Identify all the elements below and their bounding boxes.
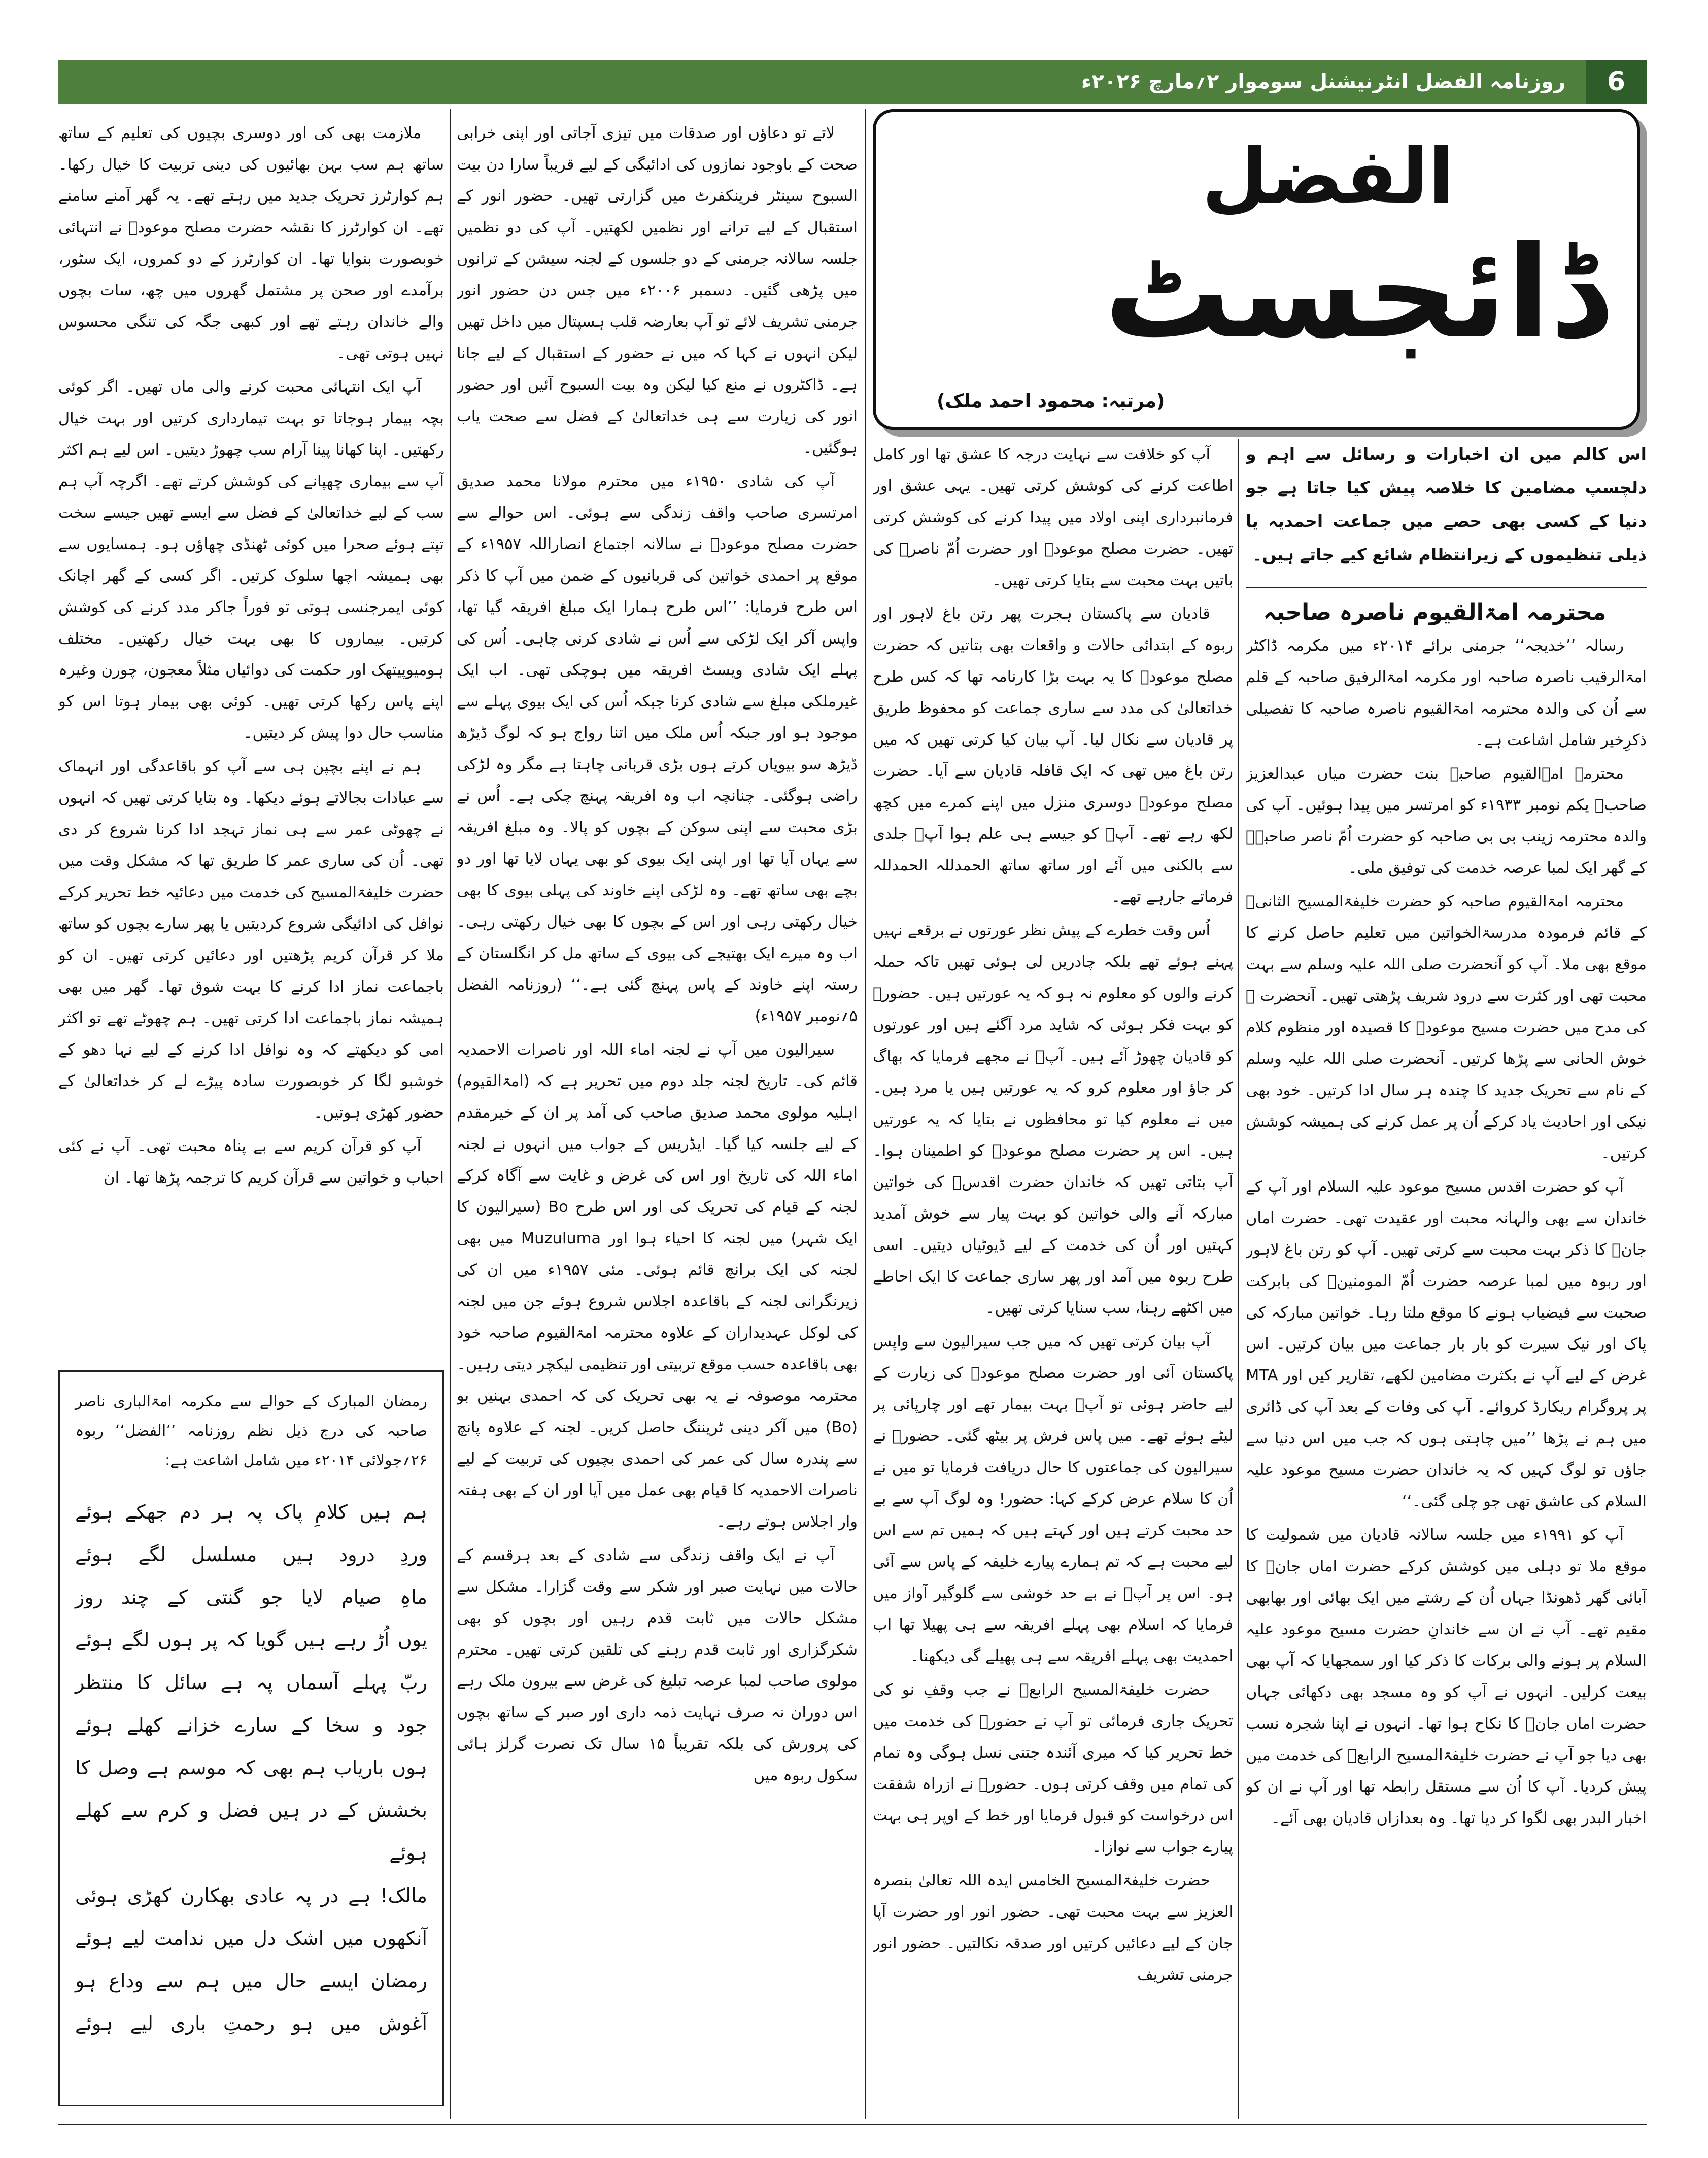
column-2	[873, 439, 1233, 2114]
masthead-top: الفضل	[1202, 132, 1454, 221]
header-title: روزنامہ الفضل انٹرنیشنل سوموار ۲؍مارچ ۲۰۲۶ء	[1081, 70, 1565, 93]
bottom-rule	[58, 2124, 1647, 2125]
poem-intro: رمضان المبارک کے حوالے سے مکرمہ امۃالباری ناصر صاحبہ کی درج ذیل نظم روزنامہ ’’الفضل‘‘ ربوہ ۲۶؍جولائی ۲۰۱۴ء میں شامل اشاعت ہے:	[75, 1393, 427, 1469]
poem-verse: آنکھوں میں اشک دل میں ندامت لیے ہوئے	[75, 1927, 427, 1949]
poem-verse: وردِ درود ہیں مسلسل لگے ہوئے	[75, 1543, 427, 1566]
paragraph: ہم نے اپنے بچپن ہی سے آپ کو باقاعدگی اور انہماک سے عبادات بجالاتے ہوئے دیکھا۔ وہ بتایا کرتی تھیں کہ انہوں نے چھوٹی عمر سے ہی نماز تہجد ادا کرنا شروع کر دی تھی۔ اُن کی ساری عمر کا طریق تھا کہ مشکل وقت میں حضرت خلیفۃالمسیح کی خدمت میں دعائیہ خط تحریر کرکے نوافل کی ادائیگی شروع کردیتیں یا پھر سارے بچوں کو ساتھ ملا کر قرآن کریم پڑھتیں اور دعائیں کرتی تھیں۔ ان کو باجماعت نماز ادا کرنے کا بہت شوق تھا۔ گھر میں بھی ہمیشہ نماز باجماعت ادا کرتی تھیں۔ ہم چھوٹے تھے تو اکثر امی کو دیکھتے کہ وہ نوافل ادا کرنے کے لیے نہا دھو کے خوشبو لگا کر خوبصورت سادہ پیڑے لے کر خداتعالیٰ کے حضور کھڑی ہوتیں۔	[58, 758, 444, 1122]
paragraph: آپ نے ایک واقف زندگی سے شادی کے بعد ہرقسم کے حالات میں نہایت صبر اور شکر سے وقت گزارا۔ مشکل سے مشکل حالات میں ثابت قدم رہیں اور بچوں کو بھی شکرگزاری اور ثابت قدم رہنے کی تلقین کرتی تھیں۔ محترم مولوی صاحب لمبا عرصہ تبلیغ کی غرض سے بیرون ملک رہے اس دوران نہ صرف نہایت ذمہ داری اور صبر کے ساتھ بچوں کی پرورش کی بلکہ تقریباً ۱۵ سال تک نصرت گرلز ہائی سکول ربوہ میں	[457, 1546, 858, 1784]
column-rule	[865, 109, 866, 2119]
column-rule	[450, 109, 451, 2119]
paragraph: آپ بیان کرتی تھیں کہ میں جب سیرالیون سے واپس پاکستان آئی اور حضرت مصلح موعودؓ کی زیارت کے لیے حاضر ہوئی تو آپؓ بہت بیمار تھے اور چارپائی پر لیٹے ہوئے تھے۔ میں پاس فرش پر بیٹھ گئی۔ حضورؓ نے سیرالیون کی جماعتوں کا حال دریافت فرمایا تو میں نے اُن کا سلام عرض کرکے کہا: حضور! وہ لوگ آپ سے بے حد محبت کرتے ہیں اور کہتے ہیں کہ ہمیں تم سے اس لیے محبت ہے کہ تم ہمارے پیارے خلیفہ کے پاس سے آئی ہو۔ اس پر آپؓ نے بے حد خوشی سے گلوگیر آواز میں فرمایا کہ اسلام بھی پہلے افریقہ سے ہی پھیلا تھا اب احمدیت بھی پہلے افریقہ سے ہی پھیلے گی دیکھنا۔	[873, 1333, 1233, 1665]
poem-box	[58, 1370, 444, 2106]
paragraph: آپ کو ۱۹۹۱ء میں جلسہ سالانہ قادیان میں شمولیت کا موقع ملا تو دہلی میں کوشش کرکے حضرت اماں جانؓ کا آبائی گھر ڈھونڈا جہاں اُن کے رشتے میں ایک بھائی اور بھابھی مقیم تھے۔ آپ نے ان سے خاندانِ حضرت مسیح موعود علیہ السلام پر ہونے والی برکات کا ذکر کیا اور سمجھایا کہ آپ بھی بیعت کرلیں۔ انہوں نے آپ کو وہ مسجد بھی دکھائی جہاں حضرت اماں جانؓ کا نکاح ہوا تھا۔ انہوں نے اپنا شجرہ نسب بھی دیا جو آپ نے حضرت خلیفۃالمسیح الرابعؒ کی خدمت میں پیش کردیا۔ آپ کا اُن سے مستقل رابطہ تھا اور آپ نے ان کو اخبار البدر بھی لگوا کر دیا تھا۔ وہ بعدازاں قادیان بھی آئے۔	[1246, 1526, 1647, 1827]
poem-verse: ہم ہیں کلامِ پاک پہ ہر دم جھکے ہوئے	[75, 1501, 427, 1523]
paragraph: محترمہ امۃالقیوم صاحبہ بنت حضرت میاں عبدالعزیز صاحبؓ یکم نومبر ۱۹۳۳ء کو امرتسر میں پیدا ہوئیں۔ آپ کی والدہ محترمہ زینب بی بی صاحبہ کو حضرت اُمّ ناصر صاحبہؓ کے گھر ایک لمبا عرصہ خدمت کی توفیق ملی۔	[1246, 765, 1647, 877]
poem-verse: آغوش میں ہو رحمتِ باری لیے ہوئے	[75, 2012, 427, 2035]
poem-verse: ہوں باریاب ہم بھی کہ موسم ہے وصل کا	[75, 1757, 427, 1779]
paragraph: آپ کو حضرت اقدس مسیح موعود علیہ السلام اور آپ کے خاندان سے بھی والہانہ محبت اور عقیدت تھی۔ حضرت اماں جانؓ کا ذکر بہت محبت سے کرتی تھیں۔ آپ کو رتن باغ لاہور اور ربوہ میں لمبا عرصہ حضرت اُمّ المومنینؓ کی بابرکت صحبت سے فیضیاب ہونے کا موقع ملتا رہا۔ خواتین مبارکہ کی پاک اور نیک سیرت کو بار بار جماعت میں بیان کرتیں۔ اس غرض کے لیے آپ نے بکثرت مضامین لکھے، تقاریر کیں اور MTA پر پروگرام ریکارڈ کروائے۔ آپ کی وفات کے بعد آپ کی ڈائری میں ہم نے پڑھا ’’میں چاہتی ہوں کہ جب میں اس دنیا سے جاؤں تو لوگ کہیں کہ یہ خاندان حضرت مسیح موعود علیہ السلام کی عاشق تھی جو چلی گئی۔‘‘	[1246, 1178, 1647, 1510]
paragraph: حضرت خلیفۃالمسیح الخامس ایدہ اللہ تعالیٰ بنصرہ العزیز سے بہت محبت تھی۔ حضور انور اور حضرت آپا جان کے لیے دعائیں کرتیں اور صدقہ نکالتیں۔ حضور انور جرمنی تشریف	[873, 1872, 1233, 1984]
column-3	[457, 118, 858, 2120]
page-number: 6	[1586, 60, 1647, 104]
article-title: محترمہ امۃالقیوم ناصرہ صاحبہ	[1263, 599, 1607, 625]
poem-verse: بخشش کے در ہیں فضل و کرم سے کھلے ہوئے	[75, 1799, 427, 1864]
paragraph: قادیان سے پاکستان ہجرت پھر رتن باغ لاہور اور ربوہ کے ابتدائی حالات و واقعات بھی بتاتیں کہ حضرت مصلح موعودؓ کا یہ بہت بڑا کارنامہ تھا کہ کس طرح خداتعالیٰ کی مدد سے ساری جماعت کو محفوظ طریق پر قادیان سے نکال لیا۔ آپ بیان کیا کرتی تھیں کہ میں رتن باغ میں تھی کہ ایک قافلہ قادیان سے آیا۔ حضرت مصلح موعودؓ دوسری منزل میں اپنے کمرے میں کچھ لکھ رہے تھے۔ آپؓ کو جیسے ہی علم ہوا آپؓ جلدی سے بالکنی میں آئے اور ساتھ ساتھ الحمدللہ الحمدللہ فرماتے جارہے تھے۔	[873, 605, 1233, 906]
paragraph: اُس وقت خطرے کے پیش نظر عورتوں نے برقعے نہیں پہنے ہوئے تھے بلکہ چادریں لی ہوئی تھیں تاکہ حملہ کرنے والوں کو معلوم نہ ہو کہ یہ عورتیں ہیں۔ حضورؓ کو بہت فکر ہوئی کہ شاید مرد آگئے ہیں اور عورتوں کو قادیان چھوڑ آئے ہیں۔ آپؓ نے مجھے فرمایا کہ بھاگ کر جاؤ اور معلوم کرو کہ یہ عورتیں ہیں یا مرد ہیں۔ میں نے معلوم کیا تو محافظوں نے بتایا کہ یہ عورتیں ہیں۔ اس پر حضرت مصلح موعودؓ کو اطمینان ہوا۔ آپ بتاتی تھیں کہ خاندان حضرت اقدسؑ کی خواتین مبارکہ آنے والی خواتین کو بہت پیار سے خوش آمدید کہتیں اور اُن کی خدمت کے لیے ڈیوٹیاں دیتیں۔ اسی طرح ربوہ میں آمد اور پھر ساری جماعت کا ایک احاطے میں اکٹھے رہنا، سب سنایا کرتی تھیں۔	[873, 922, 1233, 1317]
paragraph: حضرت خلیفۃالمسیح الرابعؒ نے جب وقفِ نو کی تحریک جاری فرمائی تو آپ نے حضورؒ کی خدمت میں خط تحریر کیا کہ میری آئندہ جتنی نسل ہوگی وہ تمام کی تمام میں وقف کرتی ہوں۔ حضورؒ نے ازراہ شفقت اس درخواست کو قبول فرمایا اور خط کے اوپر ہی بہت پیارے جواب سے نوازا۔	[873, 1681, 1233, 1856]
masthead-credit: (مرتبہ: محمود احمد ملک)	[937, 391, 1165, 412]
divider	[1246, 587, 1647, 588]
poem-verse: رمضان ایسے حال میں ہم سے وداع ہو	[75, 1970, 427, 1992]
paragraph: رسالہ ’’خدیجہ‘‘ جرمنی برائے ۲۰۱۴ء میں مکرمہ ڈاکٹر امۃالرقیب ناصرہ صاحبہ اور مکرمہ امۃالرفیق صاحبہ کے قلم سے اُن کی والدہ محترمہ امۃالقیوم ناصرہ صاحبہ کا تفصیلی ذکرِخیر شامل اشاعت ہے۔	[1246, 637, 1647, 749]
page-header	[58, 60, 1647, 104]
intro-text: اس کالم میں ان اخبارات و رسائل سے اہم و دلچسپ مضامین کا خلاصہ پیش کیا جاتا ہے جو دنیا کے کسی بھی حصے میں جماعت احمدیہ یا ذیلی تنظیموں کے زیرانتظام شائع کیے جاتے ہیں۔	[1246, 444, 1647, 564]
poem-verse: ماہِ صیام لایا جو گنتی کے چند روز	[75, 1586, 427, 1608]
paragraph: سیرالیون میں آپ نے لجنہ اماء اللہ اور ناصرات الاحمدیہ قائم کی۔ تاریخ لجنہ جلد دوم میں تحریر ہے کہ (امۃالقیوم) اہلیہ مولوی محمد صدیق صاحب کی آمد پر ان کے خیرمقدم کے لیے جلسہ کیا گیا۔ ایڈریس کے جواب میں انہوں نے لجنہ اماء اللہ کی تاریخ اور اس کی غرض و غایت سے آگاہ کرکے لجنہ کے قیام کی تحریک کی اور اس طرح Bo (سیرالیون کا ایک شہر) میں لجنہ کا احیاء ہوا اور Muzuluma میں بھی لجنہ کی ایک برانچ قائم ہوئی۔ مئی ۱۹۵۷ء میں ان کی زیرنگرانی لجنہ کے باقاعدہ اجلاس شروع ہوئے جن میں لجنہ کی لوکل عہدیداران کے علاوہ محترمہ امۃالقیوم صاحبہ خود بھی باقاعدہ حسب موقع تربیتی اور تنظیمی لیکچر دیتی رہیں۔ محترمہ موصوفہ نے یہ بھی تحریک کی کہ احمدی بہنیں بو (Bo) میں آکر دینی ٹریننگ حاصل کریں۔ لجنہ کے علاوہ پانچ سے پندرہ سال کی عمر کی احمدی بچیوں کی تربیت کے لیے ناصرات الاحمدیہ کا قیام بھی عمل میں آیا اور ان کے بھی ہفتہ وار اجلاس ہوتے رہے۔	[457, 1041, 858, 1531]
paragraph: آپ ایک انتہائی محبت کرنے والی ماں تھیں۔ اگر کوئی بچہ بیمار ہوجاتا تو بہت تیمارداری کرتیں اور بہت خیال رکھتیں۔ اپنا کھانا پینا آرام سب چھوڑ دیتیں۔ اس لیے ہم اکثر آپ سے بیماری چھپانے کی کوشش کرتے تھے۔ اگرچہ آپ ہم سب کے لیے خداتعالیٰ کے فضل سے ایسے تھیں جیسے سخت تپتے ہوئے صحرا میں کوئی ٹھنڈی چھاؤں ہو۔ ہمسایوں سے بھی ہمیشہ اچھا سلوک کرتیں۔ اگر کسی کے گھر اچانک کوئی ایمرجنسی ہوتی تو فوراً جاکر مدد کرنے کی کوشش کرتیں۔ بیماروں کا بھی بہت خیال رکھتیں۔ مختلف ہومیوپیتھک اور حکمت کی دوائیاں مثلاً معجون، چورن وغیرہ اپنے پاس رکھا کرتی تھیں۔ کوئی بھی بیمار ہوتا اس کو مناسب حال دوا پیش کر دیتیں۔	[58, 378, 444, 742]
paragraph: آپ کو قرآن کریم سے بے پناہ محبت تھی۔ آپ نے کئی احباب و خواتین سے قرآن کریم کا ترجمہ پڑھا تھا۔ ان	[58, 1137, 444, 1187]
poem-verse: ربّ پہلے آسماں پہ ہے سائل کا منتظر	[75, 1671, 427, 1694]
column-rule	[1238, 439, 1239, 2119]
poem-verse: مالک! ہے در پہ عادی بھکارن کھڑی ہوئی	[75, 1884, 427, 1907]
masthead-main: ڈائجسٹ	[1104, 219, 1607, 366]
paragraph: آپ کی شادی ۱۹۵۰ء میں محترم مولانا محمد صدیق امرتسری صاحب واقف زندگی سے ہوئی۔ اس حوالے سے حضرت مصلح موعودؓ نے سالانہ اجتماع انصاراللہ ۱۹۵۷ء کے موقع پر احمدی خواتین کی قربانیوں کے ضمن میں آپ کا ذکر اس طرح فرمایا: ’’اس طرح ہمارا ایک مبلغ افریقہ گیا تھا، واپس آکر ایک لڑکی سے اُس نے شادی کرنی چاہی۔ اُس کی پہلے ایک شادی ویسٹ افریقہ میں ہوچکی تھی۔ اب ایک غیرملکی مبلغ سے شادی کرنا جبکہ اُس کی ایک بیوی پہلے سے موجود ہو اور جبکہ اُس ملک میں اتنا رواج ہو کہ لوگ ڈیڑھ ڈیڑھ سو بیویاں کرتے ہوں بڑی قربانی چاہتا ہے مگر وہ لڑکی راضی ہوگئی۔ چنانچہ اب وہ افریقہ پہنچ چکی ہے۔ اُس نے بڑی محبت سے اپنی سوکن کے بچوں کو پالا۔ وہ مبلغ افریقہ سے یہاں آیا تھا اور اپنی ایک بیوی کو بھی یہاں لایا تھا اور دو بچے بھی ساتھ تھے۔ وہ لڑکی اپنے خاوند کی پہلی بیوی کا بھی خیال رکھتی رہی اور اس کے بچوں کا بھی خیال رکھتی رہی۔ اب وہ میرے ایک بھتیجے کی بیوی کے ساتھ مل کر انگلستان کے رستہ اپنے خاوند کے پاس پہنچ گئی ہے۔‘‘ (روزنامہ الفضل ۵؍نومبر ۱۹۵۷ء)	[457, 473, 858, 1025]
paragraph: ملازمت بھی کی اور دوسری بچیوں کی تعلیم کے ساتھ ساتھ ہم سب بہن بھائیوں کی دینی تربیت کا خیال رکھا۔ ہم کوارٹرز تحریک جدید میں رہتے تھے۔ یہ گھر آمنے سامنے تھے۔ ان کوارٹرز کا نقشہ حضرت مصلح موعودؓ نے انتہائی خوبصورت بنوایا تھا۔ ان کوارٹرز کے دو کمروں، ایک سٹور، برآمدے اور صحن پر مشتمل گھروں میں چھ، سات بچوں والے خاندان رہتے تھے اور کبھی جگہ کی تنگی محسوس نہیں ہوتی تھی۔	[58, 124, 444, 362]
paragraph: لاتے تو دعاؤں اور صدقات میں تیزی آجاتی اور اپنی خرابی صحت کے باوجود نمازوں کی ادائیگی کے لیے قریباً سارا دن بیت السبوح سینٹر فرینکفرٹ میں گزارتی تھیں۔ حضور انور کے استقبال کے لیے ترانے اور نظمیں لکھتیں۔ آپ کی دو نظمیں جلسہ سالانہ جرمنی کے دو جلسوں کے لجنہ سیشن کے ترانوں میں پڑھی گئیں۔ دسمبر ۲۰۰۶ء میں جس دن حضور انور جرمنی تشریف لائے تو آپ بعارضہ قلب ہسپتال میں داخل تھیں لیکن انہوں نے کہا کہ میں نے حضور کے استقبال کے لیے جانا ہے۔ ڈاکٹروں نے منع کیا لیکن وہ بیت السبوح آئیں اور حضور انور کی زیارت سے ہی خداتعالیٰ کے فضل سے صحت یاب ہوگئیں۔	[457, 124, 858, 457]
column-4	[58, 118, 444, 1356]
column-1	[1246, 118, 1647, 2087]
paragraph: آپ کو خلافت سے نہایت درجہ کا عشق تھا اور کامل اطاعت کرنے کی کوشش کرتی تھیں۔ یہی عشق اور فرمانبرداری اپنی اولاد میں پیدا کرنے کی کوشش کرتی تھیں۔ حضرت مصلح موعودؓ اور حضرت اُمّ ناصرؓ کی باتیں بہت محبت سے بتایا کرتی تھیں۔	[873, 446, 1233, 589]
poem-verse: جود و سخا کے سارے خزانے کھلے ہوئے	[75, 1714, 427, 1736]
paragraph: محترمہ امۃالقیوم صاحبہ کو حضرت خلیفۃالمسیح الثانیؓ کے قائم فرمودہ مدرسۃالخواتین میں تعلیم حاصل کرنے کا موقع بھی ملا۔ آپ کو آنحضرت صلی اللہ علیہ وسلم سے بہت محبت تھی اور کثرت سے درود شریف پڑھتی تھیں۔ آنحضرت ﷺ کی مدح میں حضرت مسیح موعودؑ کا قصیدہ اور منظوم کلام خوش الحانی سے پڑھا کرتیں۔ آنحضرت صلی اللہ علیہ وسلم کے نام سے تحریک جدید کا چندہ ہر سال ادا کرتیں۔ خود بھی نیکی اور احادیث یاد کرکے اُن پر عمل کرنے کی ہمیشہ کوشش کرتیں۔	[1246, 893, 1647, 1162]
poem-verse: یوں اُڑ رہے ہیں گویا کہ پر ہوں لگے ہوئے	[75, 1629, 427, 1651]
